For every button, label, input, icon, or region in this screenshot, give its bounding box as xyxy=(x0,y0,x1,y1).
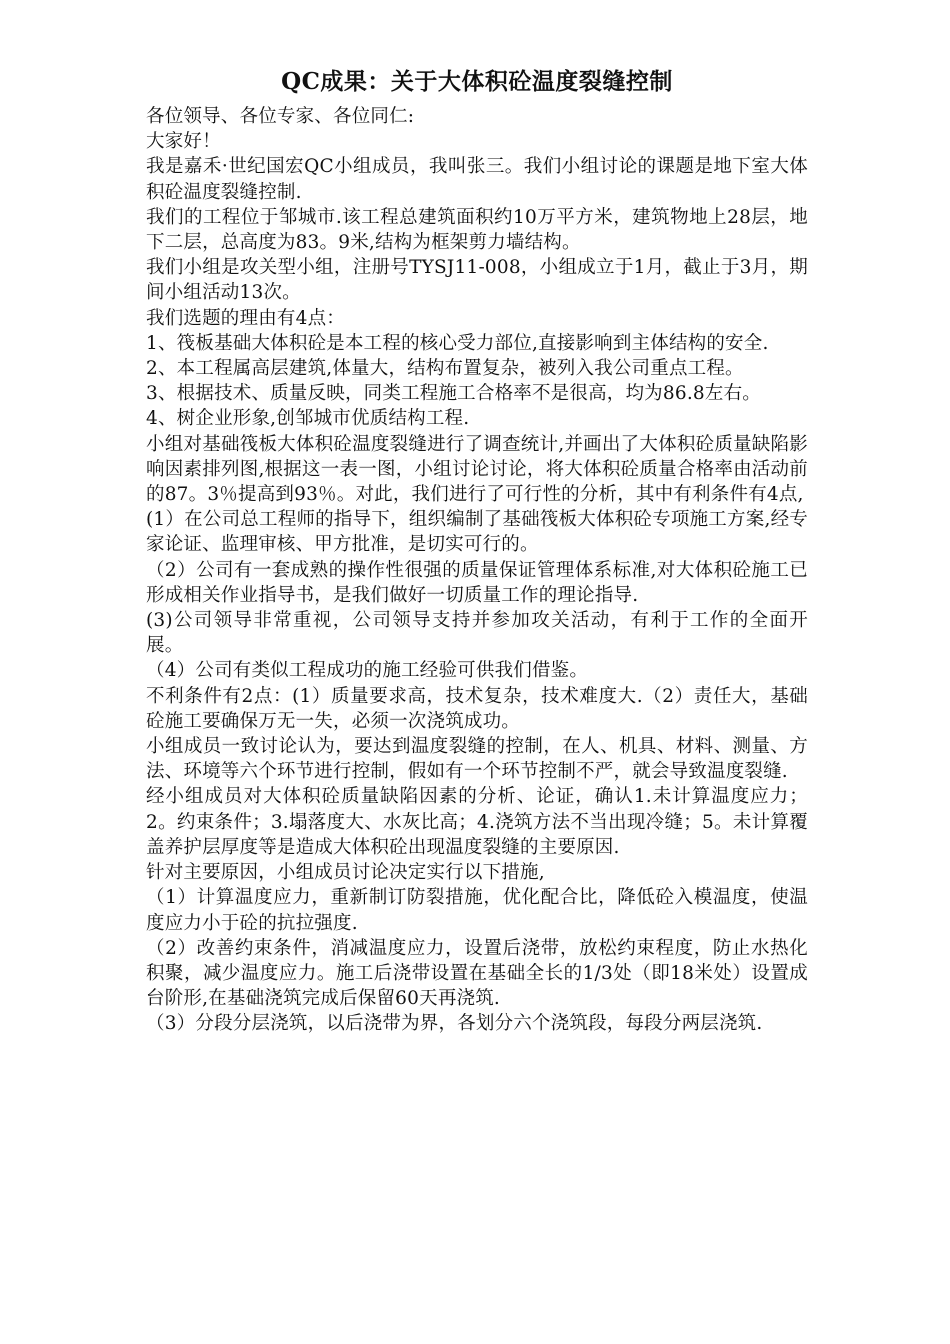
paragraph-reason-2: 2、本工程属高层建筑,体量大，结构布置复杂，被列入我公司重点工程。 xyxy=(146,358,744,380)
paragraph-measure-2: （2）改善约束条件，消减温度应力，设置后浇带，放松约束程度，防止水热化积聚，减少温度应力。施工后浇带设置在基础全长的1/3处（即18米处）设置成台阶形,在基础浇筑完成后保留60天再浇筑. xyxy=(146,937,808,1010)
paragraph-unfavorable: 不利条件有2点：(1）质量要求高，技术复杂，技术难度大.（2）责任大，基础砼施工要确保万无一失，必须一次浇筑成功。 xyxy=(146,685,808,732)
paragraph-main-causes: 经小组成员对大体积砼质量缺陷因素的分析、论证，确认1.未计算温度应力；2。约束条件；3.塌落度大、水灰比高；4.浇筑方法不当出现冷缝；5。未计算覆盖养护层厚度等是造成大体积砼出现温度裂缝的主要原因. xyxy=(146,786,808,858)
document-page xyxy=(146,64,808,1037)
paragraph-team: 我们小组是攻关型小组，注册号TYSJ11-008，小组成立于1月，截止于3月，期间小组活动13次。 xyxy=(146,257,808,304)
paragraph-reason-1: 1、筏板基础大体积砼是本工程的核心受力部位,直接影响到主体结构的安全. xyxy=(146,332,769,354)
paragraph-favorable-4: （4）公司有类似工程成功的施工经验可供我们借鉴。 xyxy=(146,660,589,682)
paragraph-survey: 小组对基础筏板大体积砼温度裂缝进行了调查统计,并画出了大体积砼质量缺陷影响因素排列图,根据这一表一图，小组讨论讨论，将大体积砼质量合格率由活动前的87。3％提高到93％。对此，我们进行了可行性的分析，其中有利条件有4点, xyxy=(146,433,808,506)
paragraph-project: 我们的工程位于邹城市.该工程总建筑面积约10万平方米，建筑物地上28层，地下二层，总高度为83。9米,结构为框架剪力墙结构。 xyxy=(146,206,808,254)
paragraph-greeting: 各位领导、各位专家、各位同仁: xyxy=(146,106,415,127)
paragraph-favorable-2: （2）公司有一套成熟的操作性很强的质量保证管理体系标准,对大体积砼施工已形成相关作业指导书，是我们做好一切质量工作的理论指导. xyxy=(146,559,808,606)
paragraph-measure-3: （3）分段分层浇筑，以后浇带为界，各划分六个浇筑段，每段分两层浇筑. xyxy=(146,1013,763,1035)
paragraph-reason-4: 4、树企业形象,创邹城市优质结构工程. xyxy=(146,408,470,430)
paragraph-favorable-3: (3)公司领导非常重视，公司领导支持并参加攻关活动，有利于工作的全面开展。 xyxy=(146,610,808,657)
paragraph-favorable-1: (1）在公司总工程师的指导下，组织编制了基础筏板大体积砼专项施工方案,经专家论证、监理审核、甲方批准，是切实可行的。 xyxy=(146,509,808,556)
paragraph-reasons-heading: 我们选题的理由有4点： xyxy=(146,307,345,329)
paragraph-hello: 大家好！ xyxy=(146,131,221,153)
paragraph-control-factors: 小组成员一致讨论认为，要达到温度裂缝的控制，在人、机具、材料、测量、方法、环境等六个环节进行控制，假如有一个环节控制不严，就会导致温度裂缝. xyxy=(146,736,808,783)
paragraph-intro: 我是嘉禾·世纪国宏QC小组成员，我叫张三。我们小组讨论的课题是地下室大体积砼温度裂缝控制. xyxy=(146,156,808,203)
paragraph-measure-1: （1）计算温度应力，重新制订防裂措施，优化配合比，降低砼入模温度，使温度应力小于砼的抗拉强度. xyxy=(146,887,808,934)
paragraph-measures-heading: 针对主要原因，小组成员讨论决定实行以下措施, xyxy=(146,862,545,884)
document-title: QC成果：关于大体积砼温度裂缝控制 xyxy=(281,68,673,95)
paragraph-reason-3: 3、根据技术、质量反映，同类工程施工合格率不是很高，均为86.8左右。 xyxy=(146,383,761,405)
